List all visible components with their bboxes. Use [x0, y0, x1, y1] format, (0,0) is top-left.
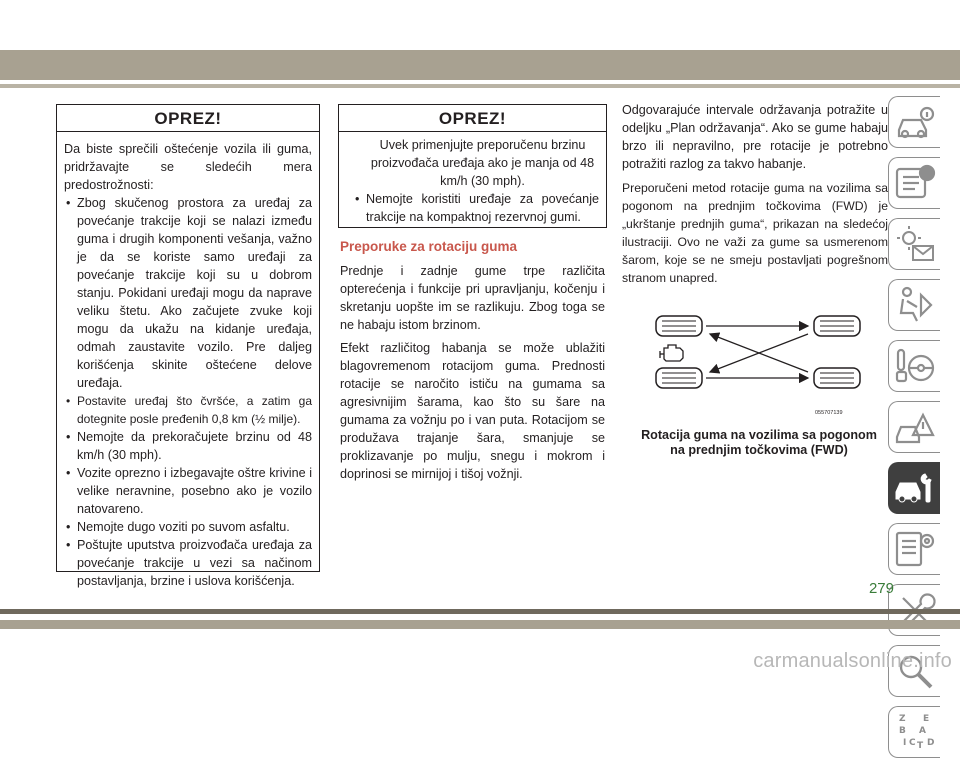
- warning-continued: Uvek primenjujte preporučenu brzinu proizvođača uređaja ako je manja od 48 km/h (30 mph).: [370, 138, 595, 188]
- svg-text:E: E: [922, 714, 929, 724]
- warning-box-middle: [338, 104, 607, 228]
- warning-item: • Vozite oprezno i izbegavajte oštre krivine i velike neravnine, posebno ako je vozilo natovareno.: [57, 464, 312, 518]
- footer-rule-dark: [0, 609, 960, 614]
- paragraph: Odgovarajuće intervale održavanja potražite u odeljku „Plan održavanja“. Ako se gume habaju brzo ili nepravilno, pre rotacije je potrebno potražiti razlog za takvo habanje.: [622, 103, 888, 171]
- paragraph: Prednje i zadnje gume trpe različita opterećenja i funkcije pri upravljanju, kočenju i skretanju uopšte im se razlikuju. Zbog toga se ne habaju istom brzinom.: [340, 264, 605, 332]
- header-rule: [0, 84, 960, 88]
- section-title: Preporuke za rotaciju guma: [340, 239, 518, 254]
- warning-lights-icon: [893, 161, 937, 205]
- warning-list: [346, 190, 599, 226]
- tab-steering[interactable]: [888, 340, 940, 392]
- svg-text:A: A: [918, 726, 926, 736]
- warning-title: OPREZ!: [57, 105, 319, 132]
- figure-code: 055707139: [815, 410, 843, 416]
- warning-list: [57, 194, 319, 590]
- tire-rotation-diagram: [648, 308, 878, 420]
- footer-band: [0, 620, 960, 629]
- steering-icon: [893, 344, 937, 388]
- warning-content: [346, 136, 599, 226]
- warning-triangle-icon: [893, 405, 937, 449]
- warning-intro: Da biste sprečili oštećenje vozila ili guma, pridržavajte se sledećih mera predostrožnosti:: [64, 142, 312, 192]
- sun-mail-icon: [893, 222, 937, 266]
- warning-item: • Nemojte koristiti uređaje za povećanje trakcije na kompaktnoj rezervnoj gumi.: [346, 190, 599, 226]
- warning-item: • Nemojte da prekoračujete brzinu od 48 km/h (30 mph).: [57, 428, 312, 464]
- tab-warning-lights[interactable]: [888, 157, 940, 209]
- seat-airbag-icon: [893, 283, 937, 327]
- tire-rear-right: [814, 368, 860, 388]
- svg-text:C: C: [908, 738, 916, 748]
- tab-sun-mail[interactable]: [888, 218, 940, 270]
- svg-text:D: D: [926, 738, 934, 748]
- tire-rear-left: [656, 368, 702, 388]
- list-gear-icon: [893, 527, 937, 571]
- warning-item: • Zbog skučenog prostora za uređaj za povećanje trakcije koji se nalazi između guma i drugih komponenti vešanja, važno je da se koriste samo uređaji za povećanje trakcije koji su u dobrom stanju. Pokidani uređaji mogu da naprave veliku štetu. Ako začujete zvuke koji mogu da ukažu na kidanje uređaja, odmah zaustavite vozilo. Pre daljeg korišćenja skinite oštećene delove uređaja.: [57, 194, 312, 392]
- warning-title: OPREZ!: [339, 105, 606, 132]
- header-band: [0, 50, 960, 80]
- car-info-icon: [893, 100, 937, 144]
- top-margin: [0, 0, 960, 50]
- tire-front-right: [814, 316, 860, 336]
- tab-car-wrench[interactable]: [888, 462, 940, 514]
- alphabet-index-icon: [893, 710, 937, 754]
- warning-item: • Nemojte dugo voziti po suvom asfaltu.: [57, 518, 312, 536]
- page-number: 279: [868, 580, 894, 597]
- paragraph: Efekt različitog habanja se može ublažiti blagovremenom rotacijom guma. Prednosti rotacije se naročito ističu na gumama sa agresivnijim šarama, kao što su šare na gumama za vožnju po i van puta. Rotacijom se produžava trajanje šara, smanjuje se proklizavanje po mulju, snegu i mokrom i doprinosi se mirnijoj i tišoj vožnji.: [340, 341, 605, 481]
- warning-item: • Poštujte uputstva proizvođača uređaja za povećanje trakcije u vezi sa načinom postavljanja, brzine i uslova korišćenja.: [57, 536, 312, 590]
- tab-warning-triangle[interactable]: [888, 401, 940, 453]
- figure-caption: Rotacija guma na vozilima sa pogonom na prednjim točkovima (FWD): [641, 428, 877, 457]
- paragraph: Preporučeni metod rotacije guma na vozilima sa pogonom na prednjim točkovima (FWD) je „ukrštanje prednjih guma“, prikazan na sledećoj ilustraciji. Ovo ne važi za gume sa usmerenom šarom, koje se ne smeju postavljati pogrešnom stranom unapred.: [622, 181, 888, 285]
- tab-list-gear[interactable]: [888, 523, 940, 575]
- engine-icon: [660, 345, 683, 361]
- car-wrench-icon: [893, 466, 937, 510]
- tab-car-info[interactable]: [888, 96, 940, 148]
- warning-item: • Postavite uređaj što čvršće, a zatim ga dotegnite posle pređenih 0,8 km (½ milje).: [57, 392, 312, 428]
- svg-text:B: B: [898, 726, 906, 736]
- rotation-arrows: [706, 326, 808, 378]
- svg-text:I: I: [902, 738, 906, 748]
- tire-front-left: [656, 316, 702, 336]
- warning-box-left: [56, 104, 320, 588]
- svg-text:T: T: [916, 741, 923, 751]
- svg-text:Z: Z: [898, 714, 906, 724]
- tab-seat-airbag[interactable]: [888, 279, 940, 331]
- tab-alphabet-index[interactable]: [888, 706, 940, 758]
- watermark: carmanualsonline.info: [753, 650, 952, 672]
